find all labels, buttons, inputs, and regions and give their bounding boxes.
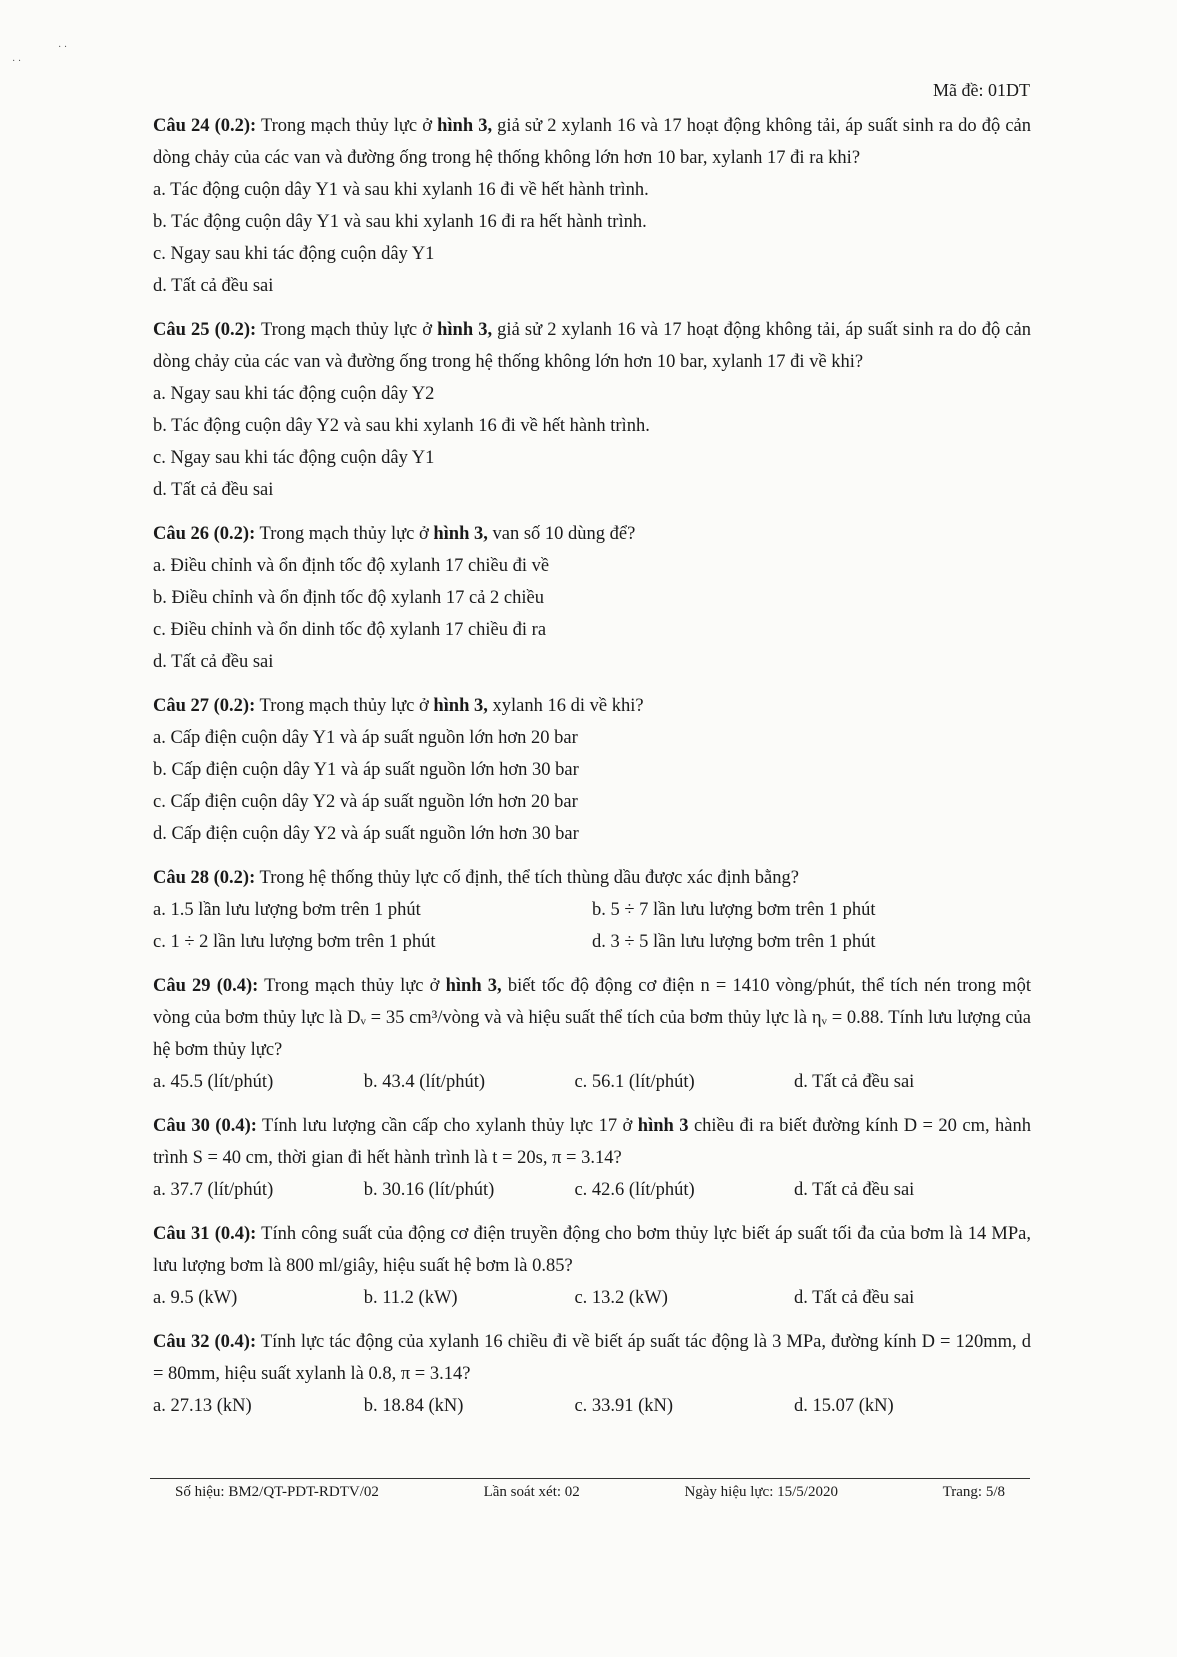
option-d: d. Tất cả đều sai [153,480,274,500]
option-row [153,1066,1031,1098]
question-number: Câu 29 (0.4): [153,976,259,996]
question-stem [153,970,1031,1066]
option-a: a. Cấp điện cuộn dây Y1 và áp suất nguồn lớn hơn 20 bar [153,728,578,748]
question-stem [153,1218,1031,1282]
question-30 [153,1110,1031,1206]
question-number: Câu 27 (0.2): [153,696,256,716]
option-b: b. Cấp điện cuộn dây Y1 và áp suất nguồn lớn hơn 30 bar [153,760,579,780]
question-29 [153,970,1031,1098]
option-row [153,894,1031,926]
figure-ref: hình 3, [433,696,488,716]
option-a: a. 37.7 (lít/phút) [153,1180,274,1200]
question-32 [153,1326,1031,1422]
question-list [153,110,1031,1434]
figure-ref: hình 3, [433,524,488,544]
option-c: c. Ngay sau khi tác động cuộn dây Y1 [153,448,435,468]
question-number: Câu 24 (0.2): [153,116,257,136]
option-d: d. 3 ÷ 5 lần lưu lượng bơm trên 1 phút [592,932,876,952]
stem-text: Trong mạch thủy lực ở [255,696,434,716]
page-footer [175,1484,1005,1501]
option-a: a. 45.5 (lít/phút) [153,1072,274,1092]
figure-ref: hình 3 [637,1116,689,1136]
option-b: b. Tác động cuộn dây Y1 và sau khi xylanh 16 đi ra hết hành trình. [153,212,647,232]
question-stem [153,690,1031,722]
stem-text: chiều đi ra biết đường kính D = 20 cm, hành trình S = 40 cm, thời gian đi hết hành trình là t = 20s, π = 3.14? [153,1116,1031,1168]
option-b: b. Điều chỉnh và ổn định tốc độ xylanh 17 cả 2 chiều [153,588,544,608]
option-row [153,1390,1031,1422]
option-c: c. 42.6 (lít/phút) [574,1180,695,1200]
option-d: d. Cấp điện cuộn dây Y2 và áp suất nguồn lớn hơn 30 bar [153,824,579,844]
stem-text: giả sử 2 xylanh 16 và 17 hoạt động không tải, áp suất sinh ra do độ cản dòng chảy của các van và đường ống trong hệ thống không lớn hơn 10 bar, xylanh 17 đi về khi? [153,320,1032,372]
stem-text: Tính công suất của động cơ điện truyền động cho bơm thủy lực biết áp suất tối đa của bơm là 14 MPa, lưu lượng bơm là 800 ml/giây, hiệu suất hệ bơm là 0.85? [153,1224,1031,1276]
document-code: Số hiệu: BM2/QT-PDT-RDTV/02 [175,1484,379,1500]
option-a: a. Ngay sau khi tác động cuộn dây Y2 [153,384,435,404]
exam-code: Mã đề: 01DT [933,80,1030,100]
option-row [153,1282,1031,1314]
option-b: b. Tác động cuộn dây Y2 và sau khi xylanh 16 đi về hết hành trình. [153,416,650,436]
option-b: b. 5 ÷ 7 lần lưu lượng bơm trên 1 phút [592,900,876,920]
page-number: Trang: 5/8 [942,1484,1005,1500]
question-28 [153,862,1031,958]
figure-ref: hình 3, [437,116,493,136]
question-25 [153,314,1031,506]
stem-text: van số 10 dùng để? [487,524,636,544]
option-b: b. 30.16 (lít/phút) [363,1180,495,1200]
question-stem [153,518,1031,550]
question-stem [153,862,1031,894]
option-row [153,1174,1031,1206]
option-row [153,926,1031,958]
option-c: c. 33.91 (kN) [574,1396,674,1416]
stem-text: Tính lưu lượng cần cấp cho xylanh thủy lực 17 ở [256,1116,638,1136]
option-b: b. 11.2 (kW) [363,1288,458,1308]
revision: Lần soát xét: 02 [483,1484,580,1500]
question-number: Câu 30 (0.4): [153,1116,257,1136]
stem-text: giả sử 2 xylanh 16 và 17 hoạt động không tải, áp suất sinh ra do độ cản dòng chảy của các van và đường ống trong hệ thống không lớn hơn 10 bar, xylanh 17 đi ra khi? [153,116,1032,168]
option-a: a. 1.5 lần lưu lượng bơm trên 1 phút [153,900,421,920]
option-d: d. Tất cả đều sai [153,652,274,672]
question-stem [153,1326,1031,1390]
scan-speck: · · [12,56,22,67]
option-d: d. Tất cả đều sai [793,1072,915,1092]
question-31 [153,1218,1031,1314]
option-c: c. Điều chỉnh và ổn dinh tốc độ xylanh 17 chiều đi ra [153,620,547,640]
option-d: d. 15.07 (kN) [793,1396,894,1416]
option-d: d. Tất cả đều sai [153,276,274,296]
option-d: d. Tất cả đều sai [793,1288,915,1308]
figure-ref: hình 3, [437,320,493,340]
question-24 [153,110,1031,302]
question-number: Câu 32 (0.4): [153,1332,257,1352]
option-a: a. 9.5 (kW) [153,1288,238,1308]
option-c: c. 1 ÷ 2 lần lưu lượng bơm trên 1 phút [153,932,436,952]
question-stem [153,110,1031,174]
effective-date: Ngày hiệu lực: 15/5/2020 [684,1484,838,1500]
scan-speck: · · [58,42,68,53]
stem-text: xylanh 16 di về khi? [487,696,644,716]
option-d: d. Tất cả đều sai [793,1180,915,1200]
stem-text: Trong mạch thủy lực ở [256,116,438,136]
question-number: Câu 28 (0.2): [153,868,256,888]
question-stem [153,314,1031,378]
option-c: c. 56.1 (lít/phút) [574,1072,695,1092]
option-a: a. 27.13 (kN) [153,1396,252,1416]
stem-text: Trong mạch thủy lực ở [255,524,434,544]
question-stem [153,1110,1031,1174]
stem-text: Tính lực tác động của xylanh 16 chiều đi về biết áp suất tác động là 3 MPa, đường kính D = 120mm, d = 80mm, hiệu suất xylanh là 0.8, π = 3.14? [153,1332,1031,1384]
option-a: a. Điều chỉnh và ổn định tốc độ xylanh 17 chiều đi về [153,556,550,576]
option-b: b. 18.84 (kN) [363,1396,464,1416]
option-c: c. 13.2 (kW) [574,1288,668,1308]
stem-text: Trong mạch thủy lực ở [258,976,446,996]
stem-text: Trong hệ thống thủy lực cố định, thể tích thùng dầu được xác định bằng? [255,868,799,888]
question-number: Câu 26 (0.2): [153,524,256,544]
question-number: Câu 31 (0.4): [153,1224,257,1244]
question-27 [153,690,1031,850]
figure-ref: hình 3, [445,976,502,996]
option-c: c. Ngay sau khi tác động cuộn dây Y1 [153,244,435,264]
question-number: Câu 25 (0.2): [153,320,257,340]
option-a: a. Tác động cuộn dây Y1 và sau khi xylanh 16 đi về hết hành trình. [153,180,649,200]
stem-text: Trong mạch thủy lực ở [256,320,438,340]
option-b: b. 43.4 (lít/phút) [363,1072,485,1092]
option-c: c. Cấp điện cuộn dây Y2 và áp suất nguồn lớn hơn 20 bar [153,792,578,812]
footer-divider [150,1478,1030,1479]
stem-text: biết tốc độ động cơ điện n = 1410 vòng/phút, thể tích nén trong một vòng của bơm thủy lực là Dᵥ = 35 cm³/vòng và và hiệu suất thể tích của bơm thủy lực là ηᵥ = 0.88. Tính lưu lượng của hệ bơm thủy lực? [153,976,1031,1060]
question-26 [153,518,1031,678]
